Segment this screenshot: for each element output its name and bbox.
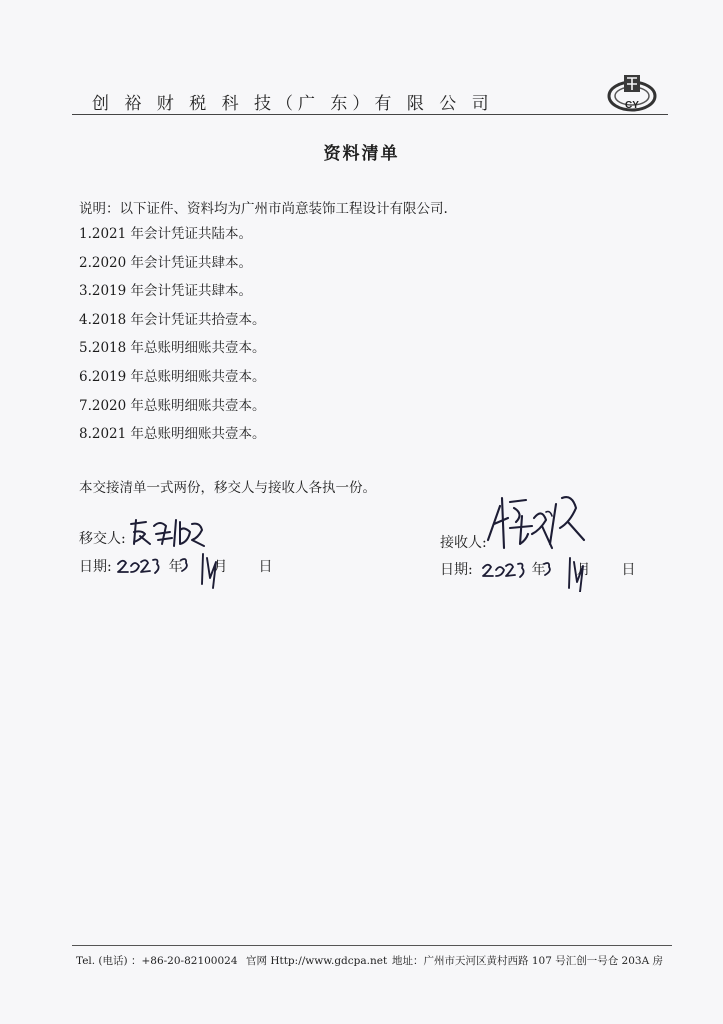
deliverer-date-handwriting xyxy=(115,548,235,590)
svg-text:CY: CY xyxy=(625,100,639,111)
receiver-date-label: 日期: xyxy=(440,562,473,578)
header-divider xyxy=(72,114,668,115)
month-unit: 月 xyxy=(213,559,228,575)
footer-divider xyxy=(72,945,672,946)
month-unit: 月 xyxy=(576,562,591,578)
item-list xyxy=(79,224,266,453)
closing-statement: 本交接清单一式两份，移交人与接收人各执一份。 xyxy=(79,480,376,496)
list-item: 2.2020 年会计凭证共肆本。 xyxy=(79,254,253,271)
footer-phone: Tel. (电话) ：+86-20-82100024 xyxy=(76,955,238,967)
deliverer-date-label: 日期: xyxy=(79,559,112,575)
list-item: 7.2020 年总账明细账共壹本。 xyxy=(79,397,266,414)
list-item: 3.2019 年会计凭证共肆本。 xyxy=(79,283,253,300)
document-title: 资料清单 xyxy=(323,144,400,164)
deliverer-signature xyxy=(128,514,208,550)
footer-website: 官网 Http://www.gdcpa.net xyxy=(246,955,388,967)
year-unit: 年 xyxy=(531,562,546,578)
list-item: 1.2021 年会计凭证共陆本。 xyxy=(79,226,253,242)
receiver-date-handwriting xyxy=(480,550,604,592)
receiver-label: 接收人: xyxy=(440,535,487,551)
day-unit: 日 xyxy=(621,562,636,578)
list-item: 8.2021 年总账明细账共壹本。 xyxy=(79,426,266,443)
deliverer-label: 移交人: xyxy=(79,531,126,547)
day-unit: 日 xyxy=(258,559,273,575)
company-logo-icon xyxy=(606,72,658,116)
year-unit: 年 xyxy=(168,559,183,575)
company-name: 创 裕 财 税 科 技（广 东）有 限 公 司 xyxy=(92,94,494,114)
intro-statement: 说明：以下证件、资料均为广州市尚意装饰工程设计有限公司. xyxy=(79,201,448,217)
receiver-signature xyxy=(480,488,590,558)
list-item: 5.2018 年总账明细账共壹本。 xyxy=(79,340,266,357)
list-item: 6.2019 年总账明细账共壹本。 xyxy=(79,368,266,385)
list-item: 4.2018 年会计凭证共拾壹本。 xyxy=(79,311,266,328)
footer-address: 地址：广州市天河区黄村西路 107 号汇创一号仓 203A 房 xyxy=(392,955,664,967)
